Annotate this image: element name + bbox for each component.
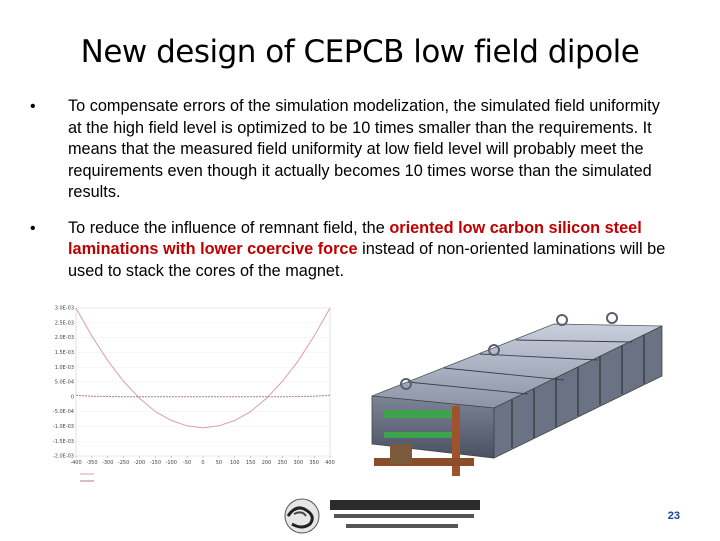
bullet-list [30,96,670,282]
page-number: 23 [667,510,680,522]
x-tick-label: -100 [165,460,177,466]
bullet-marker: • [30,219,36,237]
series-line-1 [76,308,330,428]
x-tick-label: -400 [70,460,82,466]
y-tick-label: 5.0E-04 [54,379,74,386]
ihep-logo-icon [276,494,486,536]
plot-svg [46,302,336,490]
x-tick-label: -250 [117,460,130,466]
bullet-marker: • [30,98,36,115]
x-tick-label: 400 [325,460,335,466]
y-tick-label: 2.0E-03 [54,335,74,342]
x-tick-label: -300 [102,460,114,466]
bullet-text: To compensate errors of the simulation modelization, the simulated field uniformity at the high field level is optimized to be 10 times smaller than the requirements. It means that the measured field uniformity at low field level will probably meet the requirements even though it actually becomes 10 times worse than the simulated results. [68,97,660,201]
x-tick-label: -50 [183,460,192,466]
y-tick-label: -5.0E-04 [52,409,74,416]
y-tick-label: -1.0E-03 [52,424,74,430]
y-tick-label: -1.5E-03 [52,438,74,445]
bullet-highlight: oriented low carbon silicon steel laminations with lower coercive force [68,218,642,258]
x-tick-label: 0 [201,460,205,466]
magnet-3d-icon [344,298,676,486]
bullet-text-after: instead of non-oriented laminations will be used to stack the cores of the magnet. [68,240,666,280]
x-tick-label: 300 [293,460,304,466]
slide-title: New design of CEPCB low field dipole [80,34,640,70]
y-tick-label: 1.5E-03 [54,350,74,356]
y-tick-label: 1.0E-03 [54,364,74,371]
x-tick-label: 350 [309,460,319,466]
x-tick-label: 50 [215,460,223,466]
magnet-image [344,298,676,486]
x-tick-label: 200 [261,460,272,466]
x-tick-label: 250 [277,460,288,466]
x-tick-label: 150 [245,460,256,466]
bullet-text-before: To reduce the influence of remnant field, the [68,218,390,237]
y-tick-label: -2.0E-03 [52,453,74,460]
x-tick-label: -200 [133,460,146,466]
x-tick-label: -150 [149,460,162,466]
x-tick-label: 100 [229,460,240,466]
y-tick-label: 2.5E-03 [54,320,74,327]
bullet-item-1 [30,96,670,204]
x-tick-label: -350 [86,460,98,466]
institute-logo [276,494,486,536]
y-tick-label: 0 [70,394,74,401]
y-tick-label: 3.0E-03 [54,305,74,312]
bullet-item-2 [30,218,670,283]
field-uniformity-plot [46,302,336,490]
